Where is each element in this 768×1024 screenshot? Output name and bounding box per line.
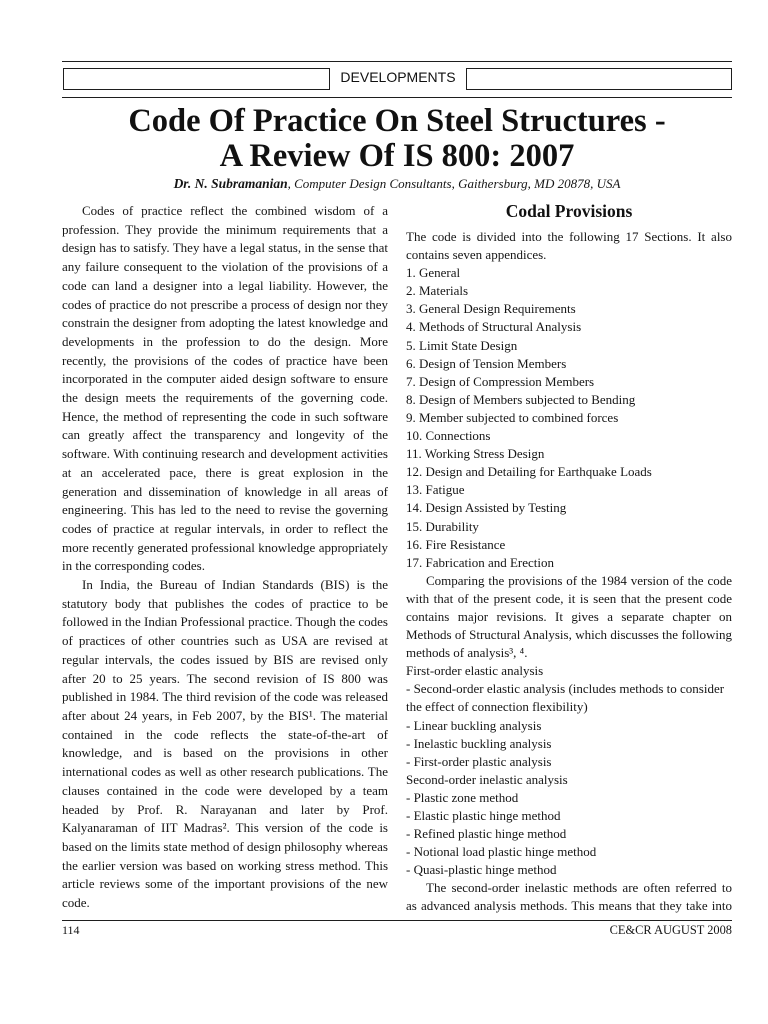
list-item: 10. Connections — [406, 428, 491, 444]
list-item: 9. Member subjected to combined forces — [406, 409, 619, 425]
list-item: 15. Durability — [406, 518, 479, 534]
analysis-method: - Notional load plastic hinge method — [406, 844, 597, 860]
closing-paragraph: The second-order inelastic methods are often referred to as advanced analysis methods. This means that they take into — [406, 880, 732, 914]
article-title — [62, 104, 732, 174]
list-item: 8. Design of Members subjected to Bending — [406, 391, 636, 407]
title-line-2: A Review Of IS 800: 2007 — [219, 138, 575, 174]
list-item: 5. Limit State Design — [406, 337, 518, 353]
analysis-method: - First-order plastic analysis — [406, 753, 552, 769]
list-item: 1. General — [406, 265, 461, 281]
comparison-paragraph: Comparing the provisions of the 1984 version of the code with that of the present code, it is seen that the present code contains major revisions. It gives a separate chapter on Methods of Structural Analysis, which discusses the following methods of analysis³, ⁴. — [406, 572, 732, 661]
analysis-method: First-order elastic analysis — [406, 663, 544, 679]
list-item: 3. General Design Requirements — [406, 301, 576, 317]
list-item: 14. Design Assisted by Testing — [406, 500, 567, 516]
body-paragraph: In India, the Bureau of Indian Standards (BIS) is the statutory body that publishes the codes of practice to be followed in the Indian Professional practice. Though the codes of practices of other countries such as USA are revised at regular intervals, the codes issued by BIS are revised only after 20 to 25 years. The second revision of IS 800 was published in 1984. The third revision of the code was released after about 24 years, in Feb 2007, by the BIS¹. The material contained in the code reflects the state-of-the-art of knowledge, and is based on the provisions in other international codes as well as other research publications. The clauses contained in the code were developed by a team headed by Prof. R. Narayanan and later by Prof. Kalyanaraman of IIT Madras². This version of the code is based on the limits state method of design philosophy whereas the earlier version was based on working stress method. This article reviews some of the important provisions of the new code. — [62, 577, 388, 911]
analysis-method: - Quasi-plastic hinge method — [406, 862, 557, 878]
right-column — [406, 200, 732, 916]
section-label: DEVELOPMENTS — [340, 69, 456, 85]
list-item: 12. Design and Detailing for Earthquake Loads — [406, 464, 652, 480]
list-item: 6. Design of Tension Members — [406, 355, 567, 371]
list-item: 17. Fabrication and Erection — [406, 554, 555, 570]
sections-list — [406, 264, 732, 572]
author-affiliation: , Computer Design Consultants, Gaithersburg, MD 20878, USA — [287, 176, 621, 191]
header-left-box — [63, 68, 330, 90]
list-item: 4. Methods of Structural Analysis — [406, 319, 582, 335]
byline — [62, 176, 732, 192]
analysis-method: - Second-order elastic analysis (includes methods to consider the effect of connection flexibility) — [406, 681, 725, 715]
left-column — [62, 202, 388, 913]
list-item: 11. Working Stress Design — [406, 446, 545, 462]
list-item: 16. Fire Resistance — [406, 536, 506, 552]
analysis-method: - Plastic zone method — [406, 789, 519, 805]
header-bottom-rule — [62, 97, 732, 98]
author-name: Dr. N. Subramanian — [173, 176, 288, 191]
body-paragraph: Codes of practice reflect the combined wisdom of a profession. They provide the minimum requirements that a design has to satisfy. They have a legal status, in the sense that any failure consequent to the violation of the provisions of a code can land a designer into a legal liability. However, the codes of practice do not prescribe a process of design nor they constrain the designer from adopting the latest knowledge and developments in the profession to do the design. More recently, the provisions of the codes of practice have been incorporated in the computer aided design software to ensure the design meets the requirements of the governing code. Hence, the method of representing the code in such software can greatly affect the transparency and longevity of the software. With continuing research and development activities at an accelerated pace, there is great explosion in the generation and dissemination of knowledge in all areas of engineering. This has led to the need to revise the governing codes of practice at regular intervals, in order to reflect the more recently generated professional knowledge appropriately in the corresponding codes. — [62, 203, 388, 574]
list-item: 7. Design of Compression Members — [406, 373, 595, 389]
list-item: 2. Materials — [406, 283, 469, 299]
footer-rule — [62, 920, 732, 921]
analysis-method: - Elastic plastic hinge method — [406, 808, 561, 823]
list-item: 13. Fatigue — [406, 482, 465, 498]
title-line-1: Code Of Practice On Steel Structures - — [128, 103, 666, 139]
analysis-methods-list — [406, 662, 732, 879]
header-top-rule — [62, 61, 732, 62]
issue-label: CE&CR AUGUST 2008 — [609, 923, 732, 937]
analysis-method: - Refined plastic hinge method — [406, 826, 567, 842]
section-heading: Codal Provisions — [505, 201, 633, 221]
analysis-method: - Inelastic buckling analysis — [406, 735, 552, 751]
analysis-method: Second-order inelastic analysis — [406, 771, 568, 787]
intro-paragraph: The code is divided into the following 17 Sections. It also contains seven appendices. — [406, 229, 732, 263]
page-number: 114 — [62, 923, 80, 937]
header-right-box — [466, 68, 732, 90]
analysis-method: - Linear buckling analysis — [406, 717, 542, 733]
